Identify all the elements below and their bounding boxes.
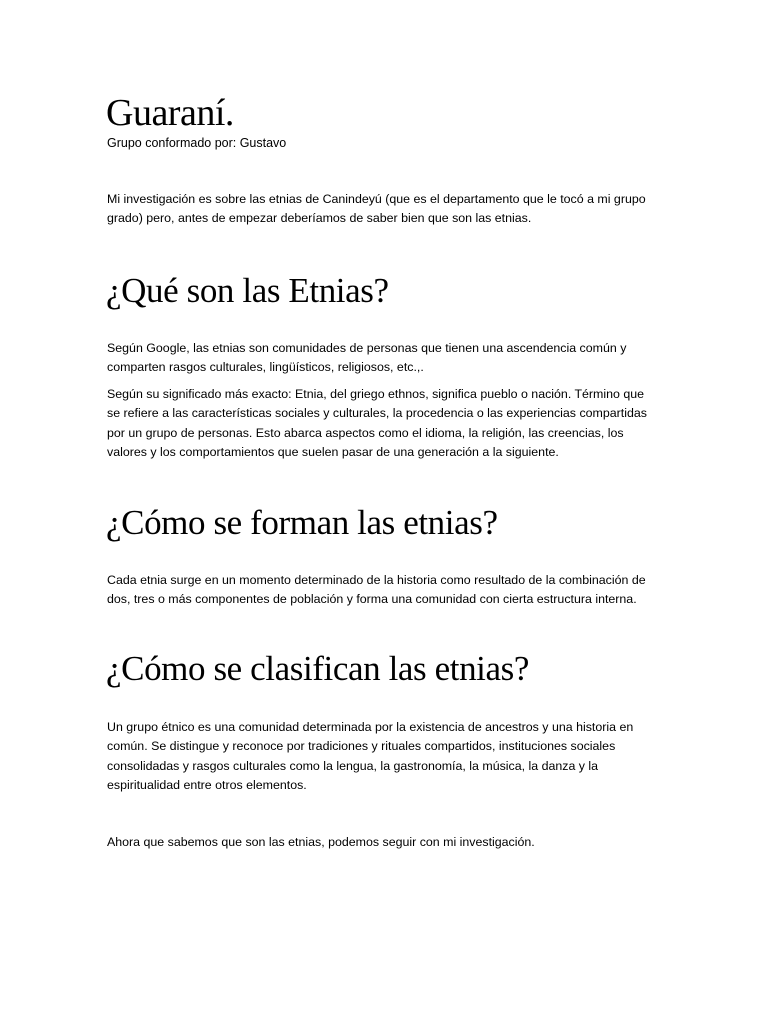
- closing-paragraph: [107, 833, 662, 852]
- paragraph-line: Un grupo étnico es una comunidad determinada por la existencia de ancestros y una historia en: [107, 720, 634, 734]
- paragraph-line: Según su significado más exacto: Etnia, del griego ethnos, significa pueblo o nación. Término que: [107, 387, 645, 401]
- paragraph-line: Según Google, las etnias son comunidades de personas que tienen una ascendencia común y: [107, 341, 627, 355]
- paragraph-line: se refiere a las características sociales y culturales, la procedencia o las experiencias compartidas: [107, 406, 647, 421]
- section-heading-que-son: ¿Qué son las Etnias?: [106, 271, 389, 310]
- section-paragraph: [107, 339, 662, 378]
- paragraph-line: por un grupo de personas. Esto abarca aspectos como el idioma, la religión, las creencias, los: [107, 425, 624, 440]
- section-paragraph: [107, 571, 662, 610]
- paragraph-line: dos, tres o más componentes de población y forma una comunidad con cierta estructura interna.: [107, 592, 637, 607]
- section-paragraph: [107, 718, 662, 796]
- paragraph-line: consolidadas y rasgos culturales como la lengua, la gastronomía, la música, la danza y la: [107, 758, 599, 773]
- paragraph-line: espiritualidad entre otros elementos.: [107, 778, 307, 793]
- document-subtitle: Grupo conformado por: Gustavo: [107, 136, 287, 150]
- closing-line: Ahora que sabemos que son las etnias, podemos seguir con mi investigación.: [107, 835, 535, 849]
- intro-paragraph: [107, 190, 662, 229]
- intro-line: Mi investigación es sobre las etnias de Canindeyú (que es el departamento que le tocó a mi grupo: [107, 192, 646, 206]
- document-title: Guaraní.: [106, 92, 234, 134]
- paragraph-line: comparten rasgos culturales, lingüísticos, religiosos, etc.,.: [107, 360, 424, 375]
- paragraph-line: valores y los comportamientos que suelen pasar de una generación a la siguiente.: [107, 445, 559, 460]
- section-heading-como-se-clasifican: ¿Cómo se clasifican las etnias?: [106, 649, 529, 688]
- paragraph-line: común. Se distingue y reconoce por tradiciones y rituales compartidos, instituciones sociales: [107, 739, 616, 754]
- paragraph-line: Cada etnia surge en un momento determinado de la historia como resultado de la combinación de: [107, 573, 646, 587]
- section-heading-como-se-forman: ¿Cómo se forman las etnias?: [106, 503, 498, 542]
- intro-line: grado) pero, antes de empezar deberíamos de saber bien que son las etnias.: [107, 211, 532, 226]
- section-paragraph: [107, 385, 662, 463]
